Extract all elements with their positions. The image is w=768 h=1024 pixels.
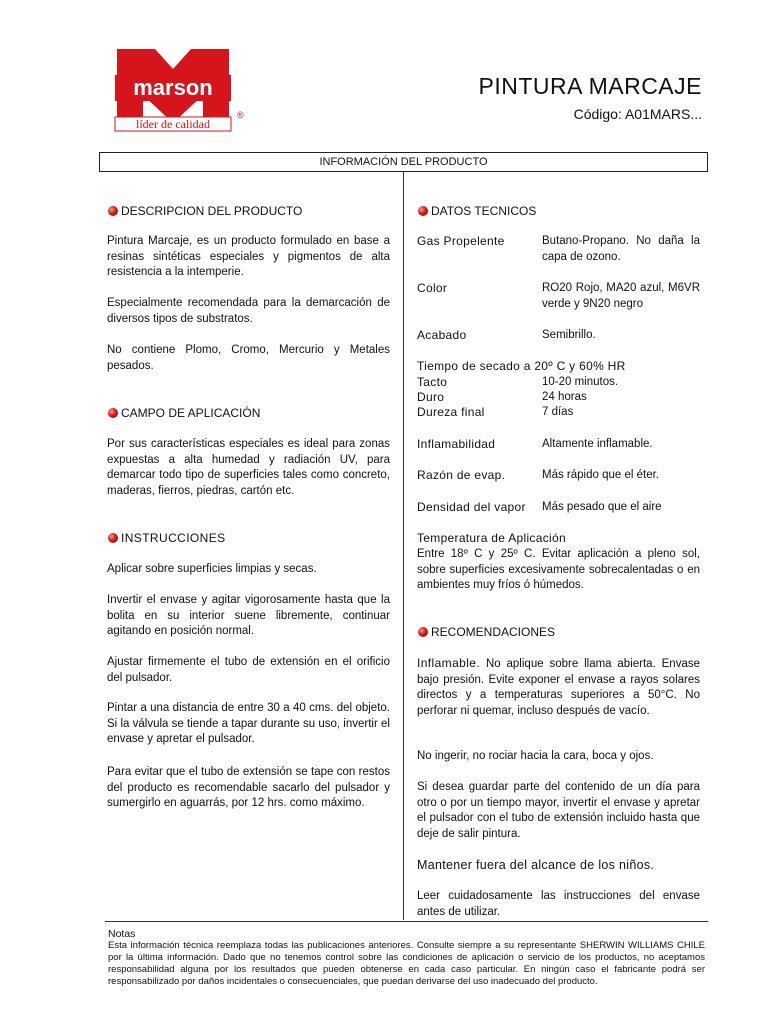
spec-dureza-label: Dureza final	[417, 405, 485, 419]
recomendaciones-paragraph-5: Leer cuidadosamente las instrucciones del envase antes de utilizar.	[417, 890, 700, 918]
heading-recomendaciones	[418, 625, 555, 639]
spec-duro-value: 24 horas	[542, 391, 587, 403]
spec-acabado-value: Semibrillo.	[542, 329, 596, 341]
logo-brand-text: marson	[133, 75, 213, 100]
recomendaciones-paragraph-1	[417, 656, 700, 719]
recomendaciones-paragraph-2: No ingerir, no rociar hacia la cara, boca y ojos.	[417, 750, 654, 762]
bullet-icon	[108, 206, 118, 216]
descripcion-paragraph-2: Especialmente recomendada para la demarcación de diversos tipos de substratos.	[107, 297, 390, 325]
spec-gas-value: Butano-Propano. No daña la capa de ozono.	[542, 235, 700, 263]
spec-acabado-label: Acabado	[417, 328, 467, 342]
spec-densidad-value: Más pesado que el aire	[542, 501, 662, 513]
heading-campo-label: CAMPO DE APLICACIÓN	[121, 406, 261, 420]
column-divider	[403, 172, 404, 920]
spec-color-label: Color	[417, 281, 448, 295]
spec-inflamabilidad-value: Altamente inflamable.	[542, 438, 653, 450]
spec-temp-text: Entre 18º C y 25º C. Evitar aplicación a pleno sol, sobre superficies excesivamente sobrecalentadas o en ambientes muy fríos ó húmedos.	[417, 548, 700, 591]
instrucciones-paragraph-3: Ajustar firmemente el tubo de extensión en el orificio del pulsador.	[107, 656, 390, 684]
heading-descripcion-label: DESCRIPCION DEL PRODUCTO	[121, 204, 303, 218]
spec-tacto-label: Tacto	[417, 375, 448, 389]
bullet-icon	[108, 408, 118, 418]
spec-evap-value: Más rápido que el éter.	[542, 469, 659, 481]
spec-duro-label: Duro	[417, 390, 445, 404]
descripcion-paragraph-1: Pintura Marcaje, es un producto formulado en base a resinas sintéticas especiales y pigmentos de alta resistencia a la intemperie.	[107, 235, 390, 278]
registered-mark: ®	[237, 110, 244, 120]
info-banner: INFORMACIÓN DEL PRODUCTO	[99, 152, 708, 172]
heading-instrucciones-label: INSTRUCCIONES	[121, 531, 226, 545]
recomendaciones-paragraph-4: Mantener fuera del alcance de los niños.	[417, 858, 655, 872]
document-title: PINTURA MARCAJE	[478, 73, 702, 99]
notes-title: Notas	[108, 928, 136, 940]
heading-campo	[108, 406, 260, 420]
bullet-icon	[108, 533, 118, 543]
recomendaciones-paragraph-1-rest: No aplique sobre llama abierta. Envase bajo presión. Evite exponer el envase a rayos solares directos y a temperaturas superiores a 50°C. No perforar ni quemar, incluso después de vacío.	[417, 658, 700, 717]
instrucciones-paragraph-4: Pintar a una distancia de entre 30 a 40 cms. del objeto. Si la válvula se tiende a tapar durante su uso, invertir el envase y apretar el pulsador.	[107, 702, 390, 745]
recomendaciones-paragraph-3: Si desea guardar parte del contenido de un día para otro o por un tiempo mayor, invertir el envase y apretar el pulsador con el tubo de extensión incluido hasta que deje de salir pintura.	[417, 781, 700, 840]
marson-logo	[111, 45, 235, 133]
footer-divider	[105, 921, 708, 922]
recomendaciones-inflamable-label: Inflamable.	[417, 656, 481, 670]
heading-descripcion	[108, 204, 302, 218]
spec-dureza-value: 7 días	[542, 406, 574, 418]
heading-datos-label: DATOS TECNICOS	[431, 204, 537, 218]
heading-datos	[418, 204, 536, 218]
spec-tacto-value: 10-20 minutos.	[542, 376, 619, 388]
spec-evap-label: Razón de evap.	[417, 468, 506, 482]
bullet-icon	[418, 627, 428, 637]
spec-densidad-label: Densidad del vapor	[417, 500, 526, 514]
spec-secado-label: Tiempo de secado a 20º C y 60% HR	[417, 359, 626, 373]
spec-inflamabilidad-label: Inflamabilidad	[417, 437, 496, 451]
logo-tagline-text: líder de calidad	[136, 117, 210, 131]
spec-gas-label: Gas Propelente	[417, 234, 505, 248]
instrucciones-paragraph-2: Invertir el envase y agitar vigorosamente hasta que la bolita en su interior suene libremente, continuar agitando en posición normal.	[107, 594, 390, 637]
campo-paragraph-1: Por sus características especiales es ideal para zonas expuestas a alta humedad y radiación UV, para demarcar todo tipo de superficies tales como concreto, maderas, fierros, piedras, cartón etc.	[107, 438, 390, 497]
product-code: Código: A01MARS...	[573, 106, 702, 122]
instrucciones-paragraph-5: Para evitar que el tubo de extensión se tape con restos del producto es recomendable sacarlo del pulsador y sumergirlo en aguarrás, por 12 hrs. como máximo.	[107, 766, 390, 809]
notes-text: Esta información técnica reemplaza todas las publicaciones anteriores. Consulte siempre a su representante SHERWIN WILLIAMS CHILE por la última información. Dado que no tenemos control sobre las condiciones de aplicación o servicio de los productos, no aceptamos responsabilidad alguna por los resultados que pueden obtenerse en cada caso particular. En ningún caso el fabricante podrá ser responsabilizado por daños incidentales o consecuenciales, que puedan derivarse del uso inadecuado del producto.	[108, 940, 705, 987]
heading-recomendaciones-label: RECOMENDACIONES	[431, 625, 556, 639]
spec-color-value: RO20 Rojo, MA20 azul, M6VR verde y 9N20 negro	[542, 282, 700, 310]
spec-temp-label: Temperatura de Aplicación	[417, 531, 566, 545]
bullet-icon	[418, 206, 428, 216]
instrucciones-paragraph-1: Aplicar sobre superficies limpias y secas.	[107, 563, 317, 575]
heading-instrucciones	[108, 531, 226, 545]
marson-logo-graphic	[111, 45, 235, 133]
descripcion-paragraph-3: No contiene Plomo, Cromo, Mercurio y Metales pesados.	[107, 344, 390, 372]
